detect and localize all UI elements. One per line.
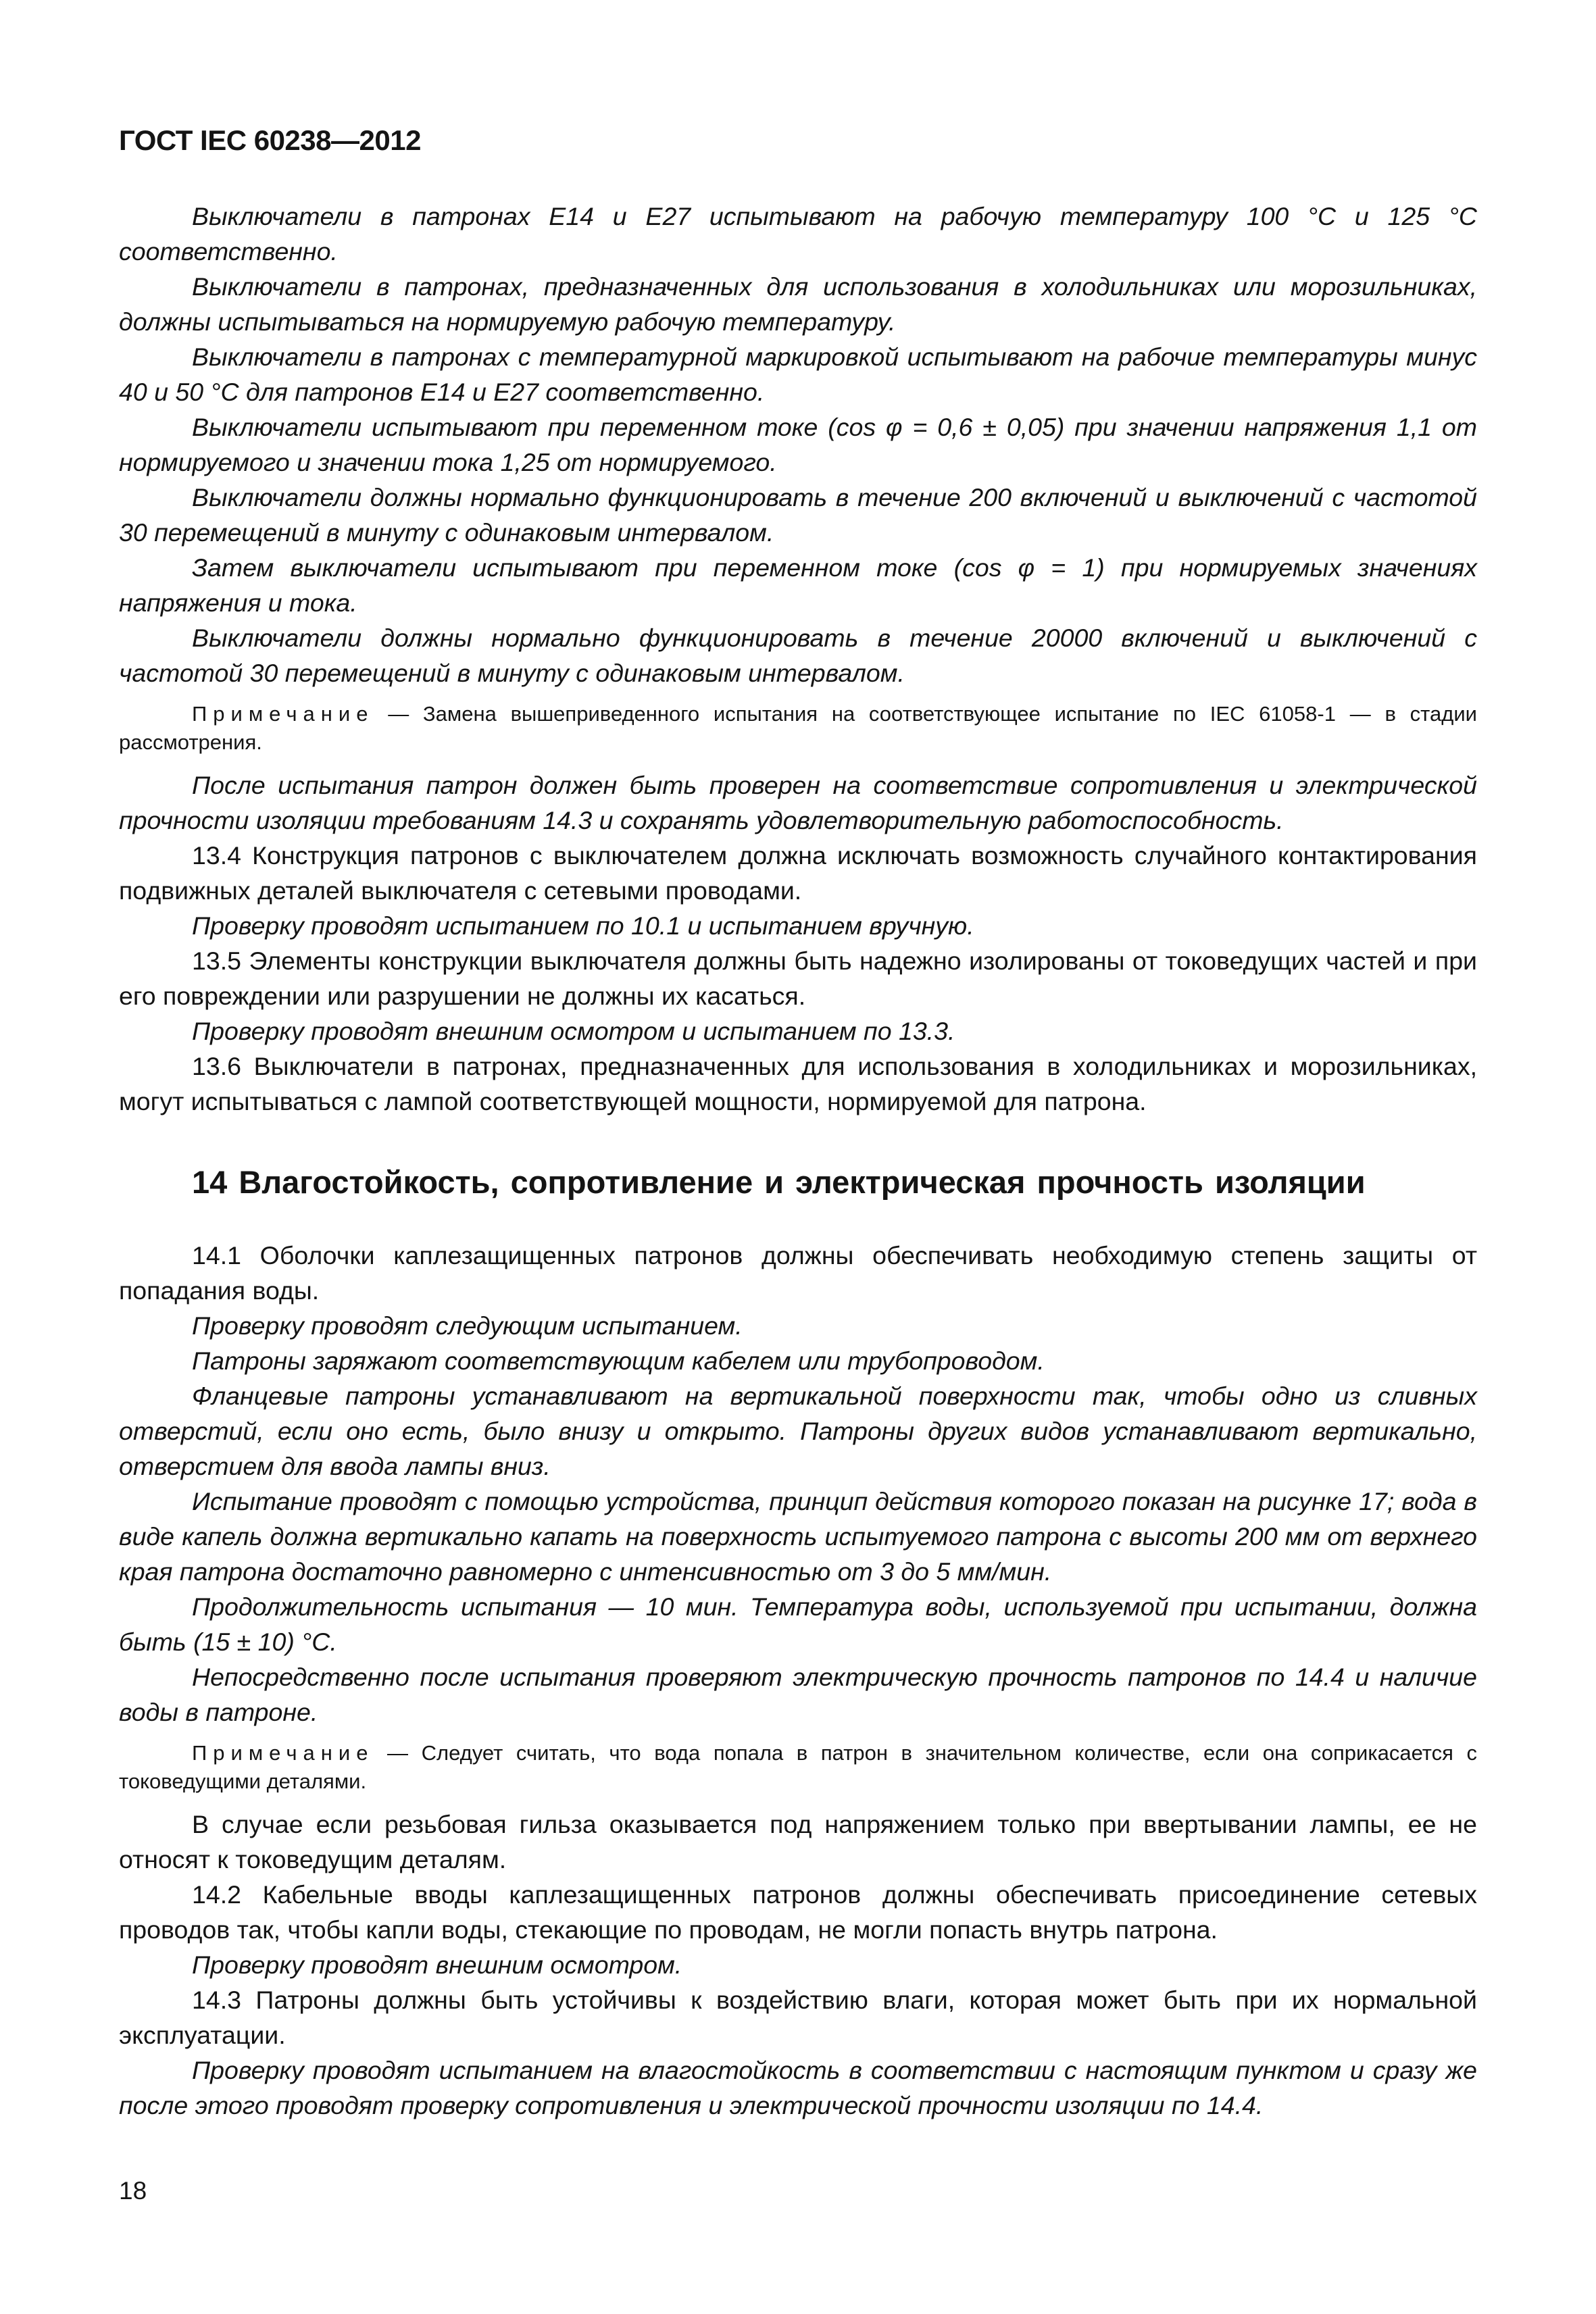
paragraph: 14.1 Оболочки каплезащищенных патронов должны обеспечивать необходимую степень защиты от попадания воды. xyxy=(119,1241,1477,1305)
paragraph: Выключатели в патронах, предназначенных для использования в холодильниках или морозильниках, должны испытываться на нормируемую рабочую температуру. xyxy=(119,272,1477,336)
paragraph: Фланцевые патроны устанавливают на вертикальной поверхности так, чтобы одно из сливных отверстий, если оно есть, было внизу и открыто. Патроны других видов устанавливают вертикально, отверстием для ввода лампы вниз. xyxy=(119,1382,1477,1480)
note-label: Примечание xyxy=(192,1741,374,1765)
paragraph: После испытания патрон должен быть проверен на соответствие сопротивления и электрической прочности изоляции требованиям 14.3 и сохранять удовлетворительную работоспособность. xyxy=(119,771,1477,834)
paragraph: Продолжительность испытания — 10 мин. Температура воды, используемой при испытании, должна быть (15 ± 10) °С. xyxy=(119,1592,1477,1656)
paragraph: 13.6 Выключатели в патронах, предназначенных для использования в холодильниках и морозильниках, могут испытываться с лампой соответствующей мощности, нормируемой для патрона. xyxy=(119,1052,1477,1115)
paragraph: Проверку проводят испытанием по 10.1 и испытанием вручную. xyxy=(192,911,974,940)
document-body xyxy=(119,199,1477,2123)
paragraph: Выключатели в патронах E14 и E27 испытывают на рабочую температуру 100 °С и 125 °С соответственно. xyxy=(119,202,1477,266)
paragraph: Проверку проводят внешним осмотром и испытанием по 13.3. xyxy=(192,1017,955,1045)
paragraph: 13.4 Конструкция патронов с выключателем должна исключать возможность случайного контактирования подвижных деталей выключателя с сетевыми проводами. xyxy=(119,841,1477,905)
note xyxy=(119,1739,1477,1796)
paragraph: Проверку проводят испытанием на влагостойкость в соответствии с настоящим пунктом и сразу же после этого проводят проверку сопротивления и электрической прочности изоляции по 14.4. xyxy=(119,2056,1477,2119)
paragraph: Непосредственно после испытания проверяют электрическую прочность патронов по 14.4 и наличие воды в патроне. xyxy=(119,1663,1477,1726)
note xyxy=(119,700,1477,757)
paragraph: Выключатели испытывают при переменном токе (cos φ = 0,6 ± 0,05) при значении напряжения 1,1 от нормируемого и значении тока 1,25 от нормируемого. xyxy=(119,413,1477,476)
paragraph: 14.3 Патроны должны быть устойчивы к воздействию влаги, которая может быть при их нормальной эксплуатации. xyxy=(119,1986,1477,2049)
paragraph: Испытание проводят с помощью устройства, принцип действия которого показан на рисунке 17; вода в виде капель должна вертикально капать на поверхность испытуемого патрона с высоты 200 мм от верхнего края патрона достаточно равномерно с интенсивностью от 3 до 5 мм/мин. xyxy=(119,1487,1477,1586)
paragraph: Проверку проводят следующим испытанием. xyxy=(192,1311,743,1340)
paragraph: В случае если резьбовая гильза оказывается под напряжением только при ввертывании лампы, ее не относят к токоведущим деталям. xyxy=(119,1810,1477,1873)
paragraph: Проверку проводят внешним осмотром. xyxy=(192,1951,682,1979)
paragraph: 14.2 Кабельные вводы каплезащищенных патронов должны обеспечивать присоединение сетевых проводов так, чтобы капли воды, стекающие по проводам, не могли попасть внутрь патрона. xyxy=(119,1880,1477,1944)
paragraph: Выключатели должны нормально функционировать в течение 200 включений и выключений с частотой 30 перемещений в минуту с одинаковым интервалом. xyxy=(119,483,1477,547)
document-header: ГОСТ IEC 60238—2012 xyxy=(119,124,421,156)
paragraph: Затем выключатели испытывают при переменном токе (cos φ = 1) при нормируемых значениях напряжения и тока. xyxy=(119,553,1477,617)
paragraph: 13.5 Элементы конструкции выключателя должны быть надежно изолированы от токоведущих частей и при его повреждении или разрушении не должны их касаться. xyxy=(119,947,1477,1010)
note-text: — Замена вышеприведенного испытания на соответствующее испытание по IEC 61058-1 — в стадии рассмотрения. xyxy=(119,702,1477,754)
section-heading: 14 Влагостойкость, сопротивление и электрическая прочность изоляции xyxy=(192,1164,1366,1200)
paragraph: Патроны заряжают соответствующим кабелем или трубопроводом. xyxy=(192,1347,1045,1375)
note-text: — Следует считать, что вода попала в патрон в значительном количестве, если она соприкасается с токоведущими деталями. xyxy=(119,1741,1477,1793)
paragraph: Выключатели должны нормально функционировать в течение 20000 включений и выключений с частотой 30 перемещений в минуту с одинаковым интервалом. xyxy=(119,624,1477,687)
page-number: 18 xyxy=(119,2177,147,2205)
note-label: Примечание xyxy=(192,702,374,726)
paragraph: Выключатели в патронах с температурной маркировкой испытывают на рабочие температуры минус 40 и 50 °С для патронов E14 и E27 соответственно. xyxy=(119,343,1477,406)
